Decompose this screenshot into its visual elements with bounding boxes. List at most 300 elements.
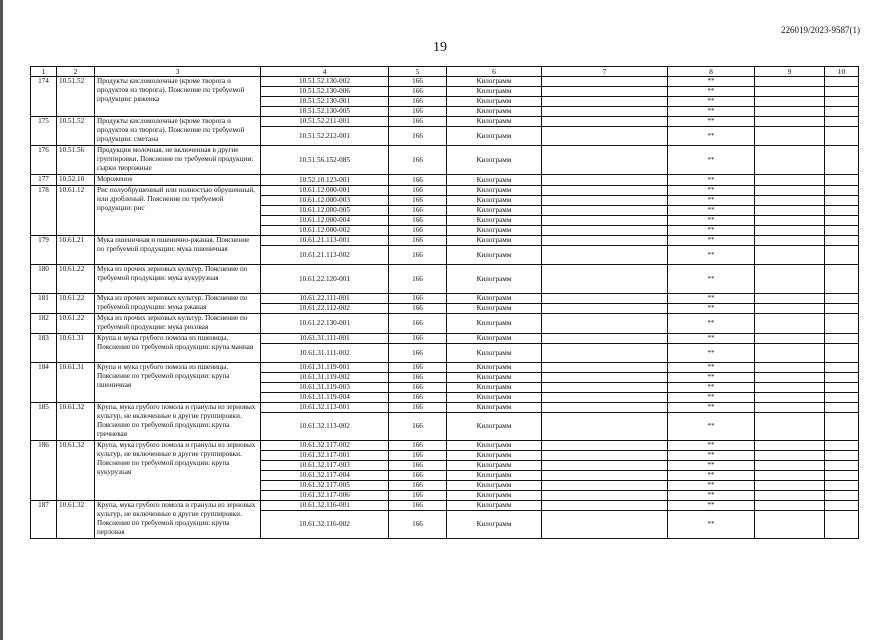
ktru-code: 10.61.12.000-005: [261, 206, 389, 216]
cell-col7: [542, 403, 668, 413]
item-number: 175: [31, 117, 57, 146]
item-number: 181: [31, 294, 57, 314]
product-description: Продукция молочная, не включенная в другие группировки. Пояснение по требуемой продукции: сырки творожные: [95, 146, 261, 175]
unit-name: Килограмм: [447, 77, 542, 87]
cell-col9: [755, 481, 825, 491]
table-row: [31, 314, 859, 334]
cell-col10: [825, 117, 859, 127]
mark-cell: **: [668, 87, 755, 97]
unit-code: 166: [389, 117, 447, 127]
cell-col7: [542, 511, 668, 539]
ktru-code: 10.52.10.123-001: [261, 175, 389, 186]
ktru-code: 10.61.32.113-002: [261, 413, 389, 441]
ktru-code: 10.61.21.113-001: [261, 236, 389, 246]
ktru-code: 10.61.31.111-001: [261, 334, 389, 344]
table-body: [31, 77, 859, 539]
cell-col10: [825, 175, 859, 186]
ktru-code: 10.61.31.119-002: [261, 373, 389, 383]
product-description: Мука пшеничная и пшенично-ржаная. Пояснение по требуемой продукции: мука пшеничная: [95, 236, 261, 265]
cell-col9: [755, 146, 825, 175]
ktru-code: 10.61.31.111-002: [261, 344, 389, 363]
cell-col9: [755, 491, 825, 501]
column-header: 10: [825, 67, 859, 77]
unit-name: Килограмм: [447, 196, 542, 206]
mark-cell: **: [668, 294, 755, 304]
ktru-code: 10.61.22.120-001: [261, 265, 389, 294]
cell-col7: [542, 186, 668, 196]
unit-code: 166: [389, 344, 447, 363]
ktru-code: 10.61.32.116-002: [261, 511, 389, 539]
cell-col7: [542, 383, 668, 393]
cell-col9: [755, 383, 825, 393]
unit-code: 166: [389, 246, 447, 265]
mark-cell: **: [668, 501, 755, 511]
cell-col10: [825, 107, 859, 117]
cell-col9: [755, 97, 825, 107]
mark-cell: **: [668, 471, 755, 481]
mark-cell: **: [668, 196, 755, 206]
ktru-code: 10.61.32.117-004: [261, 471, 389, 481]
cell-col7: [542, 117, 668, 127]
unit-name: Килограмм: [447, 413, 542, 441]
cell-col10: [825, 471, 859, 481]
ktru-code: 10.61.21.113-002: [261, 246, 389, 265]
unit-name: Килограмм: [447, 304, 542, 314]
okpd-code: 10.61.22: [57, 265, 95, 294]
cell-col10: [825, 481, 859, 491]
ktru-code: 10.51.52.212-001: [261, 127, 389, 146]
cell-col7: [542, 77, 668, 87]
okpd-code: 10.61.22: [57, 314, 95, 334]
cell-col7: [542, 175, 668, 186]
cell-col10: [825, 146, 859, 175]
unit-name: Килограмм: [447, 87, 542, 97]
unit-name: Килограмм: [447, 383, 542, 393]
cell-col7: [542, 481, 668, 491]
cell-col10: [825, 87, 859, 97]
unit-name: Килограмм: [447, 441, 542, 451]
cell-col9: [755, 265, 825, 294]
cell-col10: [825, 246, 859, 265]
unit-code: 166: [389, 107, 447, 117]
cell-col7: [542, 246, 668, 265]
table-row: [31, 265, 859, 294]
item-number: 176: [31, 146, 57, 175]
page-number: 19: [433, 40, 447, 55]
cell-col10: [825, 304, 859, 314]
product-description: Крупа, мука грубого помола и гранулы из зерновых культур, не включенные в другие группировки. Пояснение по требуемой продукции: крупа кукурузная: [95, 441, 261, 501]
cell-col9: [755, 471, 825, 481]
unit-code: 166: [389, 373, 447, 383]
cell-col9: [755, 216, 825, 226]
table-row: [31, 77, 859, 87]
cell-col10: [825, 294, 859, 304]
unit-code: 166: [389, 175, 447, 186]
unit-code: 166: [389, 363, 447, 373]
document-number: 226019/2023-9587(1): [781, 25, 860, 35]
unit-name: Килограмм: [447, 226, 542, 236]
okpd-code: 10.61.22: [57, 294, 95, 314]
unit-name: Килограмм: [447, 97, 542, 107]
table-row: [31, 441, 859, 451]
ktru-code: 10.61.32.117-003: [261, 461, 389, 471]
cell-col10: [825, 373, 859, 383]
mark-cell: **: [668, 236, 755, 246]
cell-col7: [542, 334, 668, 344]
item-number: 186: [31, 441, 57, 501]
table-row: [31, 186, 859, 196]
cell-col10: [825, 344, 859, 363]
unit-code: 166: [389, 314, 447, 334]
unit-code: 166: [389, 216, 447, 226]
mark-cell: **: [668, 77, 755, 87]
ktru-code: 10.61.12.000-003: [261, 196, 389, 206]
cell-col10: [825, 403, 859, 413]
cell-col9: [755, 196, 825, 206]
unit-code: 166: [389, 304, 447, 314]
cell-col9: [755, 413, 825, 441]
item-number: 183: [31, 334, 57, 363]
cell-col9: [755, 77, 825, 87]
product-description: Мороженое: [95, 175, 261, 186]
column-header: 8: [668, 67, 755, 77]
cell-col7: [542, 294, 668, 304]
unit-name: Килограмм: [447, 403, 542, 413]
unit-name: Килограмм: [447, 117, 542, 127]
cell-col7: [542, 461, 668, 471]
item-number: 179: [31, 236, 57, 265]
cell-col7: [542, 413, 668, 441]
unit-name: Килограмм: [447, 481, 542, 491]
ktru-code: 10.51.52.130-001: [261, 97, 389, 107]
cell-col10: [825, 206, 859, 216]
item-number: 185: [31, 403, 57, 441]
unit-name: Килограмм: [447, 314, 542, 334]
cell-col7: [542, 314, 668, 334]
ktru-code: 10.61.22.111-001: [261, 294, 389, 304]
cell-col9: [755, 246, 825, 265]
mark-cell: **: [668, 461, 755, 471]
unit-code: 166: [389, 491, 447, 501]
cell-col7: [542, 216, 668, 226]
product-description: Мука из прочих зерновых культур. Пояснение по требуемой продукции: мука кукурузная: [95, 265, 261, 294]
okpd-code: 10.61.31: [57, 363, 95, 403]
cell-col9: [755, 441, 825, 451]
unit-code: 166: [389, 294, 447, 304]
cell-col10: [825, 196, 859, 206]
table-row: [31, 363, 859, 373]
unit-code: 166: [389, 403, 447, 413]
unit-name: Килограмм: [447, 344, 542, 363]
cell-col7: [542, 491, 668, 501]
unit-name: Килограмм: [447, 393, 542, 403]
unit-name: Килограмм: [447, 461, 542, 471]
cell-col9: [755, 294, 825, 304]
cell-col7: [542, 196, 668, 206]
mark-cell: **: [668, 441, 755, 451]
item-number: 178: [31, 186, 57, 236]
ktru-code: 10.61.32.117-006: [261, 491, 389, 501]
cell-col9: [755, 501, 825, 511]
mark-cell: **: [668, 363, 755, 373]
cell-col7: [542, 373, 668, 383]
unit-name: Килограмм: [447, 107, 542, 117]
mark-cell: **: [668, 393, 755, 403]
product-description: Крупа и мука грубого помола из пшеницы. Пояснение по требуемой продукции: крупа манная: [95, 334, 261, 363]
item-number: 180: [31, 265, 57, 294]
mark-cell: **: [668, 216, 755, 226]
unit-name: Килограмм: [447, 265, 542, 294]
procurement-table: [30, 66, 859, 539]
column-header: 1: [31, 67, 57, 77]
unit-code: 166: [389, 146, 447, 175]
table-row: [31, 294, 859, 304]
cell-col7: [542, 97, 668, 107]
unit-name: Килограмм: [447, 294, 542, 304]
mark-cell: **: [668, 97, 755, 107]
cell-col9: [755, 344, 825, 363]
cell-col7: [542, 107, 668, 117]
unit-name: Килограмм: [447, 373, 542, 383]
cell-col9: [755, 226, 825, 236]
ktru-code: 10.51.56.152-085: [261, 146, 389, 175]
unit-code: 166: [389, 471, 447, 481]
cell-col9: [755, 393, 825, 403]
mark-cell: **: [668, 383, 755, 393]
ktru-code: 10.61.31.119-001: [261, 363, 389, 373]
cell-col10: [825, 334, 859, 344]
cell-col7: [542, 451, 668, 461]
item-number: 182: [31, 314, 57, 334]
unit-name: Килограмм: [447, 146, 542, 175]
unit-name: Килограмм: [447, 334, 542, 344]
mark-cell: **: [668, 413, 755, 441]
cell-col7: [542, 393, 668, 403]
cell-col9: [755, 334, 825, 344]
cell-col9: [755, 236, 825, 246]
cell-col9: [755, 175, 825, 186]
ktru-code: 10.51.52.130-005: [261, 107, 389, 117]
cell-col10: [825, 77, 859, 87]
cell-col10: [825, 236, 859, 246]
cell-col9: [755, 304, 825, 314]
unit-code: 166: [389, 413, 447, 441]
okpd-code: 10.61.12: [57, 186, 95, 236]
cell-col9: [755, 451, 825, 461]
mark-cell: **: [668, 127, 755, 146]
table-row: [31, 146, 859, 175]
unit-code: 166: [389, 501, 447, 511]
cell-col10: [825, 314, 859, 334]
unit-code: 166: [389, 393, 447, 403]
mark-cell: **: [668, 246, 755, 265]
header-row: [31, 67, 859, 77]
mark-cell: **: [668, 175, 755, 186]
cell-col7: [542, 236, 668, 246]
column-header: 7: [542, 67, 668, 77]
column-header: 9: [755, 67, 825, 77]
product-description: Продукты кисломолочные (кроме творога и продуктов из творога). Пояснение по требуемой продукции: ряженка: [95, 77, 261, 117]
mark-cell: **: [668, 206, 755, 216]
unit-name: Килограмм: [447, 127, 542, 146]
cell-col9: [755, 403, 825, 413]
unit-code: 166: [389, 97, 447, 107]
ktru-code: 10.61.32.113-001: [261, 403, 389, 413]
unit-code: 166: [389, 334, 447, 344]
mark-cell: **: [668, 304, 755, 314]
cell-col7: [542, 146, 668, 175]
mark-cell: **: [668, 481, 755, 491]
cell-col9: [755, 186, 825, 196]
product-description: Продукты кисломолочные (кроме творога и продуктов из творога). Пояснение по требуемой продукции: сметана: [95, 117, 261, 146]
mark-cell: **: [668, 314, 755, 334]
unit-code: 166: [389, 511, 447, 539]
ktru-code: 10.61.32.117-001: [261, 451, 389, 461]
unit-code: 166: [389, 206, 447, 216]
cell-col7: [542, 304, 668, 314]
cell-col9: [755, 314, 825, 334]
column-header: 3: [95, 67, 261, 77]
cell-col9: [755, 107, 825, 117]
cell-col9: [755, 511, 825, 539]
okpd-code: 10.61.32: [57, 441, 95, 501]
unit-code: 166: [389, 265, 447, 294]
scan-edge: [0, 0, 3, 640]
cell-col10: [825, 226, 859, 236]
item-number: 187: [31, 501, 57, 539]
ktru-code: 10.51.52.211-001: [261, 117, 389, 127]
cell-col10: [825, 127, 859, 146]
cell-col9: [755, 117, 825, 127]
unit-code: 166: [389, 186, 447, 196]
cell-col10: [825, 461, 859, 471]
mark-cell: **: [668, 226, 755, 236]
unit-name: Килограмм: [447, 186, 542, 196]
product-description: Мука из прочих зерновых культур. Пояснение по требуемой продукции: мука ржаная: [95, 294, 261, 314]
cell-col10: [825, 216, 859, 226]
ktru-code: 10.61.22.112-002: [261, 304, 389, 314]
mark-cell: **: [668, 491, 755, 501]
mark-cell: **: [668, 186, 755, 196]
unit-code: 166: [389, 461, 447, 471]
ktru-code: 10.61.32.116-001: [261, 501, 389, 511]
cell-col10: [825, 97, 859, 107]
unit-code: 166: [389, 236, 447, 246]
table-row: [31, 501, 859, 511]
unit-code: 166: [389, 441, 447, 451]
unit-name: Килограмм: [447, 491, 542, 501]
ktru-code: 10.51.52.130-002: [261, 77, 389, 87]
unit-code: 166: [389, 196, 447, 206]
mark-cell: **: [668, 511, 755, 539]
table-row: [31, 236, 859, 246]
unit-code: 166: [389, 226, 447, 236]
cell-col10: [825, 451, 859, 461]
column-header: 6: [447, 67, 542, 77]
product-description: Рис полуобрушенный или полностью обрушенный, или дробленый. Пояснение по требуемой продукции: рис: [95, 186, 261, 236]
ktru-code: 10.61.12.000-002: [261, 226, 389, 236]
cell-col9: [755, 127, 825, 146]
okpd-code: 10.61.21: [57, 236, 95, 265]
cell-col10: [825, 363, 859, 373]
mark-cell: **: [668, 107, 755, 117]
cell-col10: [825, 441, 859, 451]
product-description: Крупа и мука грубого помола из пшеницы. Пояснение по требуемой продукции: крупа пшеничная: [95, 363, 261, 403]
item-number: 184: [31, 363, 57, 403]
cell-col10: [825, 186, 859, 196]
ktru-code: 10.61.12.000-004: [261, 216, 389, 226]
unit-name: Килограмм: [447, 206, 542, 216]
ktru-code: 10.51.52.130-006: [261, 87, 389, 97]
column-header: 2: [57, 67, 95, 77]
unit-name: Килограмм: [447, 451, 542, 461]
product-description: Крупа, мука грубого помола и гранулы из зерновых культур, не включенные в другие группировки. Пояснение по требуемой продукции: крупа перловая: [95, 501, 261, 539]
unit-name: Килограмм: [447, 175, 542, 186]
unit-name: Килограмм: [447, 246, 542, 265]
cell-col7: [542, 441, 668, 451]
table-row: [31, 334, 859, 344]
unit-code: 166: [389, 77, 447, 87]
cell-col9: [755, 373, 825, 383]
cell-col10: [825, 413, 859, 441]
mark-cell: **: [668, 344, 755, 363]
unit-name: Килограмм: [447, 216, 542, 226]
okpd-code: 10.51.52: [57, 117, 95, 146]
ktru-code: 10.61.31.119-004: [261, 393, 389, 403]
unit-code: 166: [389, 127, 447, 146]
cell-col7: [542, 344, 668, 363]
okpd-code: 10.61.32: [57, 501, 95, 539]
ktru-code: 10.61.22.130-001: [261, 314, 389, 334]
cell-col7: [542, 471, 668, 481]
table-row: [31, 175, 859, 186]
cell-col10: [825, 265, 859, 294]
unit-code: 166: [389, 383, 447, 393]
column-header: 5: [389, 67, 447, 77]
cell-col10: [825, 491, 859, 501]
item-number: 174: [31, 77, 57, 117]
unit-name: Килограмм: [447, 501, 542, 511]
cell-col7: [542, 265, 668, 294]
cell-col9: [755, 461, 825, 471]
cell-col7: [542, 226, 668, 236]
ktru-code: 10.61.32.117-002: [261, 441, 389, 451]
cell-col10: [825, 501, 859, 511]
mark-cell: **: [668, 265, 755, 294]
cell-col7: [542, 127, 668, 146]
okpd-code: 10.51.52: [57, 77, 95, 117]
okpd-code: 10.61.32: [57, 403, 95, 441]
unit-name: Килограмм: [447, 471, 542, 481]
cell-col10: [825, 511, 859, 539]
unit-code: 166: [389, 481, 447, 491]
ktru-code: 10.61.12.000-001: [261, 186, 389, 196]
okpd-code: 10.51.56: [57, 146, 95, 175]
mark-cell: **: [668, 373, 755, 383]
cell-col7: [542, 501, 668, 511]
mark-cell: **: [668, 117, 755, 127]
unit-name: Килограмм: [447, 363, 542, 373]
table-row: [31, 117, 859, 127]
table-row: [31, 403, 859, 413]
cell-col7: [542, 363, 668, 373]
cell-col10: [825, 393, 859, 403]
ktru-code: 10.61.31.119-003: [261, 383, 389, 393]
column-header: 4: [261, 67, 389, 77]
mark-cell: **: [668, 146, 755, 175]
unit-code: 166: [389, 451, 447, 461]
cell-col9: [755, 206, 825, 216]
